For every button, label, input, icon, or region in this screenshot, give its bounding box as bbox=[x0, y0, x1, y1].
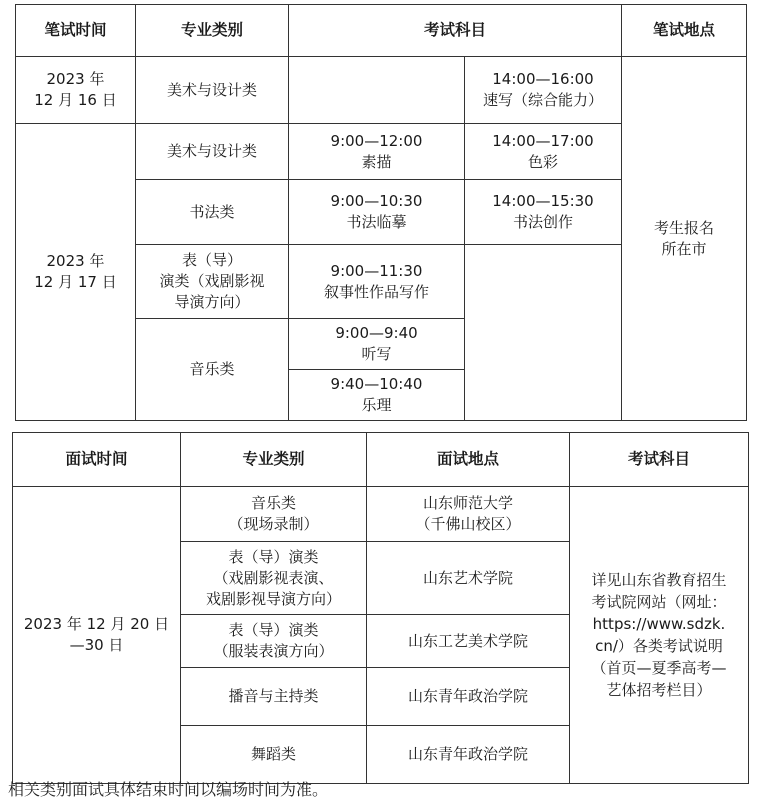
interview-subjects: 详见山东省教育招生 考试院网站（网址： https://www.sdzk. cn/）各类考试说明 （首页—夏季高考— 艺体招考栏目） bbox=[570, 487, 749, 784]
table-row bbox=[16, 57, 747, 124]
category-art: 美术与设计类 bbox=[136, 57, 289, 124]
subject-narrative-writing: 9:00—11:30 叙事性作品写作 bbox=[289, 245, 465, 319]
interview-category: 表（导）演类 （戏剧影视表演、 戏剧影视导演方向） bbox=[181, 542, 367, 615]
interview-header-row bbox=[13, 433, 749, 487]
header-interview-location: 面试地点 bbox=[367, 433, 570, 487]
table-row bbox=[13, 487, 749, 542]
interview-location: 山东师范大学 （千佛山校区） bbox=[367, 487, 570, 542]
subject-sketch: 14:00—16:00 速写（综合能力） bbox=[465, 57, 622, 124]
interview-location: 山东青年政治学院 bbox=[367, 726, 570, 784]
subject-color: 14:00—17:00 色彩 bbox=[465, 124, 622, 180]
interview-location: 山东青年政治学院 bbox=[367, 668, 570, 726]
subject-calligraphy-create: 14:00—15:30 书法创作 bbox=[465, 180, 622, 245]
header-category: 专业类别 bbox=[181, 433, 367, 487]
header-written-location: 笔试地点 bbox=[622, 5, 747, 57]
empty-cell bbox=[465, 245, 622, 421]
interview-category: 表（导）演类 （服装表演方向） bbox=[181, 615, 367, 668]
category-music: 音乐类 bbox=[136, 319, 289, 421]
header-written-time: 笔试时间 bbox=[16, 5, 136, 57]
header-subject: 考试科目 bbox=[570, 433, 749, 487]
date-dec-16: 2023 年 12 月 16 日 bbox=[16, 57, 136, 124]
category-calligraphy: 书法类 bbox=[136, 180, 289, 245]
written-header-row bbox=[16, 5, 747, 57]
interview-category: 音乐类 （现场录制） bbox=[181, 487, 367, 542]
empty-cell bbox=[289, 57, 465, 124]
subject-drawing: 9:00—12:00 素描 bbox=[289, 124, 465, 180]
footer-note: 相关类别面试具体结束时间以编场时间为准。 bbox=[8, 780, 329, 799]
interview-date: 2023 年 12 月 20 日 —30 日 bbox=[13, 487, 181, 784]
interview-location: 山东工艺美术学院 bbox=[367, 615, 570, 668]
date-dec-17: 2023 年 12 月 17 日 bbox=[16, 124, 136, 421]
written-location: 考生报名 所在市 bbox=[622, 57, 747, 421]
header-category: 专业类别 bbox=[136, 5, 289, 57]
interview-location: 山东艺术学院 bbox=[367, 542, 570, 615]
subject-music-theory: 9:40—10:40 乐理 bbox=[289, 370, 465, 421]
interview-table bbox=[12, 432, 749, 784]
interview-category: 舞蹈类 bbox=[181, 726, 367, 784]
category-performance: 表（导） 演类（戏剧影视 导演方向） bbox=[136, 245, 289, 319]
written-exam-table bbox=[15, 4, 747, 421]
subject-calligraphy-copy: 9:00—10:30 书法临摹 bbox=[289, 180, 465, 245]
subject-dictation: 9:00—9:40 听写 bbox=[289, 319, 465, 370]
category-art: 美术与设计类 bbox=[136, 124, 289, 180]
header-subject: 考试科目 bbox=[289, 5, 622, 57]
header-interview-time: 面试时间 bbox=[13, 433, 181, 487]
interview-category: 播音与主持类 bbox=[181, 668, 367, 726]
